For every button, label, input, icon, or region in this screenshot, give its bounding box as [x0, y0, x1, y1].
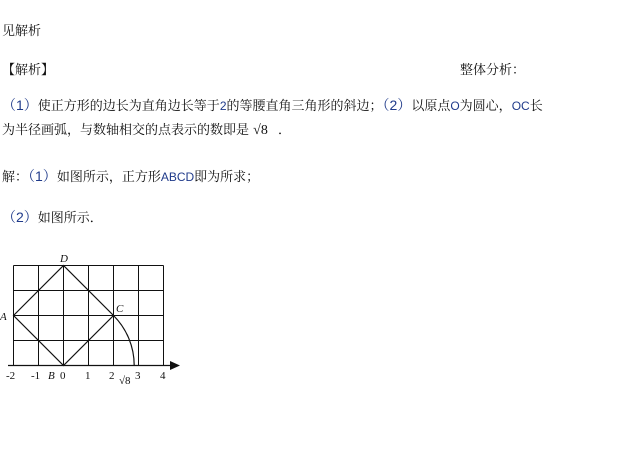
solution-line-2 — [2, 207, 103, 229]
square-diagram — [0, 248, 190, 388]
sqrt8-label: √8 — [119, 375, 131, 387]
step-number: （1） — [28, 168, 57, 184]
grid — [14, 266, 164, 366]
analysis-line-1 — [2, 95, 543, 117]
text-span: 如图所示． — [37, 211, 103, 226]
tick-label: 2 — [109, 370, 115, 382]
tick-label: 4 — [160, 370, 166, 382]
answer-title: 见解析 — [2, 24, 42, 39]
tick-label: -2 — [6, 370, 16, 382]
tick-label: 0 — [60, 370, 66, 382]
axis-arrow-icon — [170, 361, 180, 370]
vertex-label-c: C — [116, 303, 124, 315]
analysis-label: 整体分析： — [460, 63, 526, 78]
math-variable: OC — [511, 99, 530, 113]
section-label: 【解析】 — [2, 63, 55, 78]
step-number: （1） — [2, 97, 38, 113]
text-span: 为圆心， — [459, 99, 512, 114]
text-span: 如图所示，正方形 — [56, 170, 161, 185]
tick-label: -1 — [31, 370, 41, 382]
step-number: （2） — [2, 209, 38, 225]
sqrt-eight: √8 — [253, 123, 268, 138]
text-span: 以原点 — [411, 99, 451, 114]
math-value: 2 — [219, 99, 227, 113]
analysis-line-2 — [2, 121, 291, 141]
step-number: （2） — [382, 97, 412, 113]
vertex-label-d: D — [60, 253, 68, 265]
text-span: 使正方形的边长为直角边长等于 — [37, 99, 220, 114]
text-span: 解： — [2, 170, 29, 185]
solution-line-1 — [2, 166, 259, 188]
text-span: ． — [277, 123, 291, 138]
vertex-label-a: A — [0, 311, 7, 323]
text-span: 长 — [529, 99, 543, 114]
text-span: 的等腰直角三角形的斜边； — [226, 99, 383, 114]
vertex-label-b: B — [48, 370, 55, 382]
text-span: 为半径画弧，与数轴相交的点表示的数即是 — [2, 123, 250, 138]
tick-label: 1 — [85, 370, 91, 382]
math-variable: O — [450, 99, 460, 113]
tick-label: 3 — [135, 370, 141, 382]
math-variable: ABCD — [160, 170, 195, 184]
text-span: 即为所求； — [194, 170, 260, 185]
